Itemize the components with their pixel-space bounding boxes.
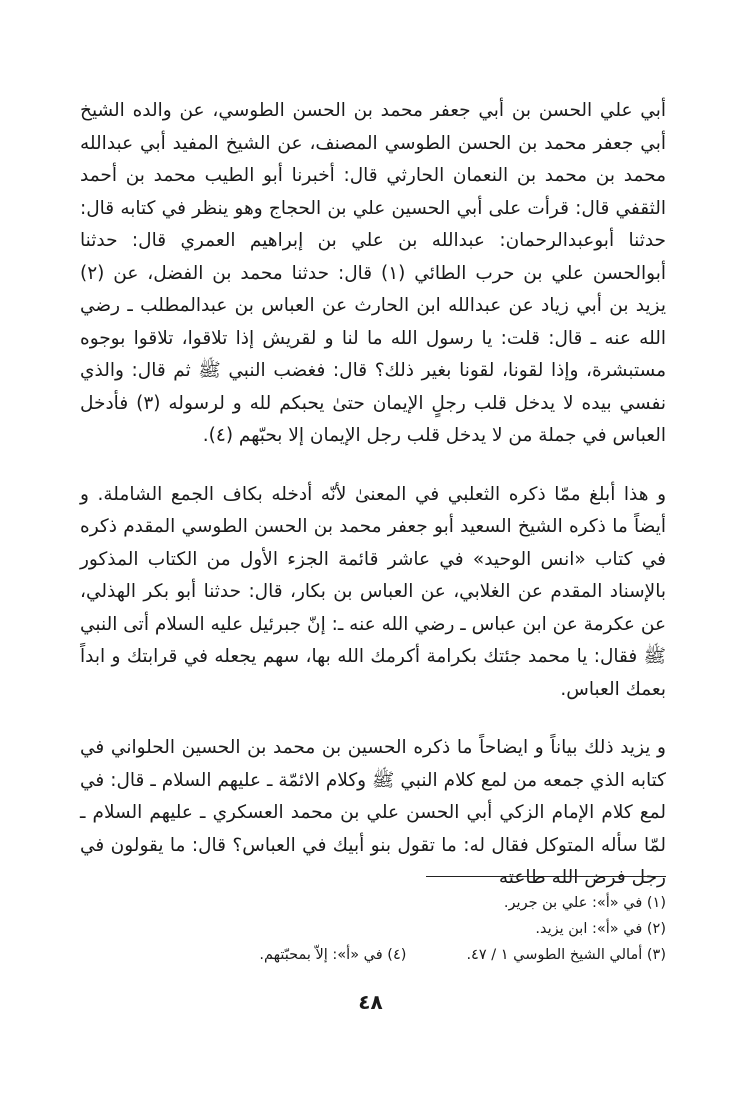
footnote-3: (٣) أمالي الشيخ الطوسي ١ / ٤٧.: [466, 947, 666, 963]
footnote-separator: [426, 876, 666, 877]
footnote-row: [80, 942, 666, 968]
footnote-2: (٢) في «أ»: ابن يزيد.: [535, 921, 666, 937]
footnotes: [80, 890, 666, 968]
page-number: ٤٨: [358, 990, 383, 1014]
paragraph-3: و يزيد ذلك بياناً و ايضاحاً ما ذكره الحسين بن محمد بن الحسين الحلواني في كتابه الذي جمعه من لمع كلام النبي ﷺ وكلام الائمّة ـ عليهم السلام ـ قال: في لمع كلام الإمام الزكي أبي الحسن علي بن محمد العسكري ـ عليهم السلام ـ لمّا سأله المتوكل فقال له: ما تقول بنو أبيك في العباس؟ قال: ما يقولون في رجل فرض الله طاعته: [80, 737, 666, 888]
footnote-1: (١) في «أ»: علي بن جرير.: [503, 895, 666, 911]
footnote-4: (٤) في «أ»: إلاّ بمحبّتهم.: [259, 947, 407, 963]
paragraph-2: و هذا أبلغ ممّا ذكره الثعلبي في المعنىٰ لأنّه أدخله بكاف الجمع الشاملة. و أيضاً ما ذكره الشيخ السعيد أبو جعفر محمد بن الحسن الطوسي المقدم ذكره في كتاب «انس الوحيد» في عاشر قائمة الجزء الأول من الكتاب المذكور بالإسناد المقدم عن الغلابي، عن العباس بن بكار، قال: حدثنا أبو بكر الهذلي، عن عكرمة عن ابن عباس ـ رضي الله عنه ـ: إنّ جبرئيل عليه السلام أتى النبي ﷺ فقال: يا محمد جئتك بكرامة أكرمك الله بها، سهم يجعله في قرابتك و ابداً بعمك العباس.: [80, 483, 666, 700]
paragraph-1: أبي علي الحسن بن أبي جعفر محمد بن الحسن الطوسي، عن والده الشيخ أبي جعفر محمد بن الحسن الطوسي المصنف، عن الشيخ المفيد أبي عبدالله محمد بن محمد بن النعمان الحارثي قال: أخبرنا أبو الطيب محمد بن أحمد الثقفي قال: قرأت على أبي الحسين علي بن الحجاج وهو ينظر في كتابه قال: حدثنا أبوعبدالرحمان: عبدالله بن علي بن إبراهيم العمري قال: حدثنا أبوالحسن علي بن حرب الطائي (١) قال: حدثنا محمد بن الفضل، عن (٢) يزيد بن أبي زياد عن عبدالله ابن الحارث عن العباس بن عبدالمطلب ـ رضي الله عنه ـ قال: قلت: يا رسول الله ما لنا و لقريش إذا تلاقوا، تلاقوا بوجوه مستبشرة، وإذا لقونا، لقونا بغير ذلك؟ قال: فغضب النبي ﷺ ثم قال: والذي نفسي بيده لا يدخل قلب رجلٍ الإيمان حتىٰ يحبكم لله و لرسوله (٣) فأدخل العباس في جملة من لا يدخل قلب رجل الإيمان إلا بحبّهم (٤).: [80, 100, 666, 446]
main-text: [80, 95, 666, 895]
